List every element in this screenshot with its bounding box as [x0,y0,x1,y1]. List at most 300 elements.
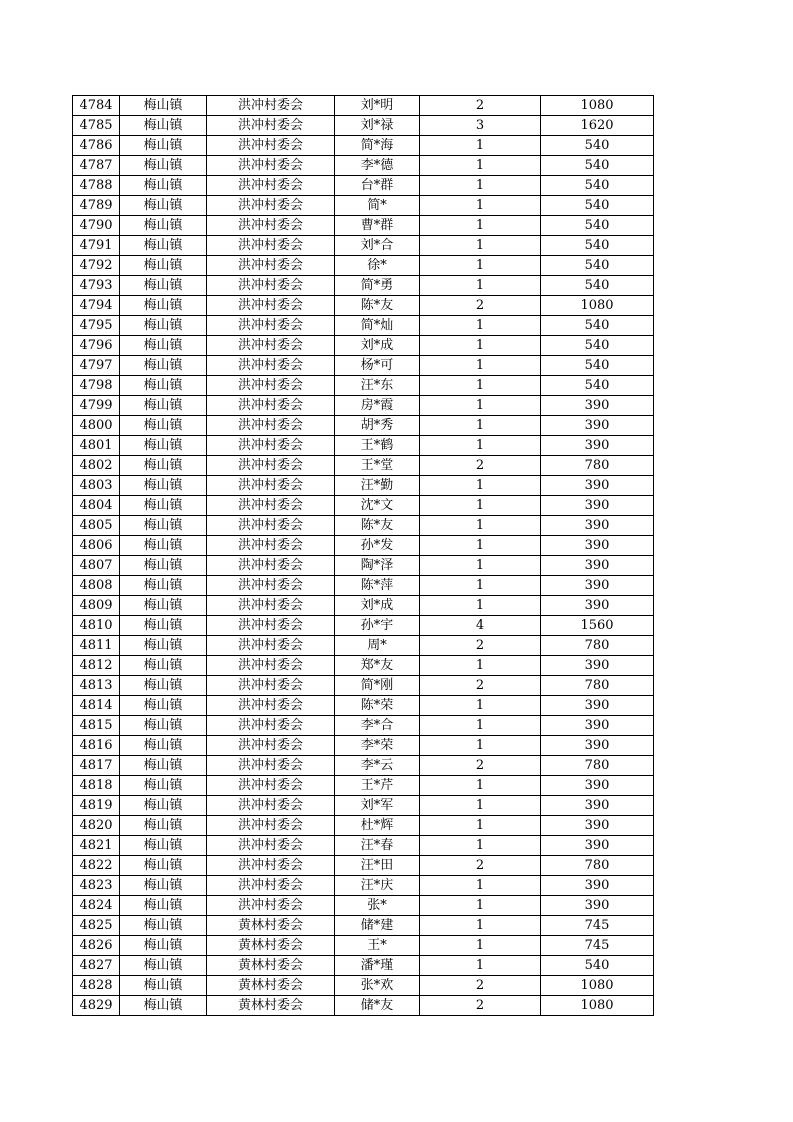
table-row [73,996,654,1016]
cell-town: 梅山镇 [120,536,207,556]
cell-person-name: 刘*军 [335,796,420,816]
cell-household-count: 1 [420,516,541,536]
cell-village-committee: 洪冲村委会 [207,616,335,636]
cell-amount: 745 [541,936,654,956]
cell-household-count: 2 [420,976,541,996]
cell-serial-number: 4787 [73,156,120,176]
cell-amount: 390 [541,656,654,676]
cell-town: 梅山镇 [120,676,207,696]
cell-town: 梅山镇 [120,396,207,416]
cell-village-committee: 洪冲村委会 [207,876,335,896]
cell-amount: 540 [541,216,654,236]
table-row [73,956,654,976]
cell-village-committee: 洪冲村委会 [207,796,335,816]
cell-household-count: 1 [420,396,541,416]
cell-person-name: 李*荣 [335,736,420,756]
cell-serial-number: 4805 [73,516,120,536]
cell-household-count: 1 [420,376,541,396]
cell-household-count: 1 [420,356,541,376]
cell-amount: 1080 [541,296,654,316]
cell-town: 梅山镇 [120,336,207,356]
cell-town: 梅山镇 [120,456,207,476]
cell-household-count: 1 [420,656,541,676]
cell-household-count: 2 [420,636,541,656]
cell-town: 梅山镇 [120,936,207,956]
cell-village-committee: 洪冲村委会 [207,496,335,516]
cell-amount: 390 [541,816,654,836]
cell-serial-number: 4791 [73,236,120,256]
table-row [73,536,654,556]
cell-village-committee: 洪冲村委会 [207,776,335,796]
cell-person-name: 刘*成 [335,596,420,616]
cell-village-committee: 洪冲村委会 [207,376,335,396]
cell-serial-number: 4812 [73,656,120,676]
table-row [73,916,654,936]
cell-household-count: 2 [420,756,541,776]
cell-serial-number: 4798 [73,376,120,396]
cell-village-committee: 洪冲村委会 [207,676,335,696]
cell-household-count: 1 [420,896,541,916]
cell-serial-number: 4809 [73,596,120,616]
cell-serial-number: 4803 [73,476,120,496]
table-row [73,116,654,136]
cell-person-name: 张*欢 [335,976,420,996]
cell-village-committee: 洪冲村委会 [207,476,335,496]
table-row [73,876,654,896]
cell-household-count: 1 [420,536,541,556]
cell-serial-number: 4810 [73,616,120,636]
cell-amount: 780 [541,756,654,776]
cell-amount: 390 [541,876,654,896]
cell-household-count: 3 [420,116,541,136]
cell-village-committee: 黄林村委会 [207,996,335,1016]
cell-household-count: 2 [420,296,541,316]
cell-person-name: 陈*萍 [335,576,420,596]
cell-village-committee: 洪冲村委会 [207,816,335,836]
cell-amount: 1560 [541,616,654,636]
cell-person-name: 张* [335,896,420,916]
cell-household-count: 2 [420,456,541,476]
cell-village-committee: 黄林村委会 [207,976,335,996]
cell-village-committee: 洪冲村委会 [207,556,335,576]
cell-town: 梅山镇 [120,276,207,296]
cell-town: 梅山镇 [120,96,207,116]
cell-person-name: 潘*瑾 [335,956,420,976]
cell-village-committee: 洪冲村委会 [207,96,335,116]
cell-village-committee: 洪冲村委会 [207,216,335,236]
cell-town: 梅山镇 [120,976,207,996]
table-row [73,976,654,996]
cell-amount: 540 [541,256,654,276]
cell-person-name: 杨*可 [335,356,420,376]
table-row [73,696,654,716]
table-row [73,236,654,256]
cell-household-count: 1 [420,476,541,496]
cell-person-name: 李*合 [335,716,420,736]
cell-amount: 390 [541,436,654,456]
cell-serial-number: 4808 [73,576,120,596]
cell-household-count: 1 [420,236,541,256]
cell-town: 梅山镇 [120,896,207,916]
cell-village-committee: 黄林村委会 [207,916,335,936]
cell-serial-number: 4822 [73,856,120,876]
cell-person-name: 汪*春 [335,836,420,856]
cell-person-name: 台*群 [335,176,420,196]
table-row [73,176,654,196]
cell-town: 梅山镇 [120,216,207,236]
table-row [73,256,654,276]
cell-village-committee: 洪冲村委会 [207,516,335,536]
table-row [73,936,654,956]
cell-household-count: 1 [420,136,541,156]
cell-serial-number: 4823 [73,876,120,896]
table-row [73,436,654,456]
cell-amount: 1080 [541,976,654,996]
cell-amount: 540 [541,196,654,216]
table-row [73,616,654,636]
cell-village-committee: 洪冲村委会 [207,276,335,296]
cell-person-name: 王* [335,936,420,956]
table-row [73,896,654,916]
cell-amount: 390 [541,776,654,796]
cell-amount: 540 [541,356,654,376]
cell-serial-number: 4789 [73,196,120,216]
cell-serial-number: 4819 [73,796,120,816]
cell-household-count: 1 [420,256,541,276]
cell-town: 梅山镇 [120,296,207,316]
cell-amount: 540 [541,956,654,976]
table-row [73,476,654,496]
cell-person-name: 汪*田 [335,856,420,876]
table-row [73,336,654,356]
cell-amount: 390 [541,536,654,556]
cell-town: 梅山镇 [120,616,207,636]
cell-household-count: 1 [420,876,541,896]
cell-person-name: 沈*文 [335,496,420,516]
cell-serial-number: 4807 [73,556,120,576]
cell-town: 梅山镇 [120,876,207,896]
cell-household-count: 4 [420,616,541,636]
cell-household-count: 2 [420,996,541,1016]
cell-amount: 540 [541,336,654,356]
cell-household-count: 1 [420,176,541,196]
cell-amount: 390 [541,556,654,576]
cell-household-count: 1 [420,736,541,756]
cell-household-count: 2 [420,856,541,876]
cell-household-count: 1 [420,696,541,716]
cell-amount: 390 [541,516,654,536]
data-table [72,95,654,1016]
cell-village-committee: 洪冲村委会 [207,576,335,596]
table-row [73,296,654,316]
cell-village-committee: 洪冲村委会 [207,696,335,716]
cell-amount: 540 [541,376,654,396]
table-row [73,196,654,216]
cell-village-committee: 洪冲村委会 [207,296,335,316]
cell-amount: 540 [541,156,654,176]
cell-person-name: 陈*友 [335,296,420,316]
cell-town: 梅山镇 [120,116,207,136]
cell-serial-number: 4795 [73,316,120,336]
cell-person-name: 简*灿 [335,316,420,336]
cell-person-name: 周* [335,636,420,656]
cell-household-count: 2 [420,676,541,696]
cell-town: 梅山镇 [120,796,207,816]
cell-person-name: 刘*成 [335,336,420,356]
cell-serial-number: 4825 [73,916,120,936]
cell-town: 梅山镇 [120,956,207,976]
cell-household-count: 1 [420,156,541,176]
cell-person-name: 刘*禄 [335,116,420,136]
cell-village-committee: 洪冲村委会 [207,156,335,176]
cell-village-committee: 洪冲村委会 [207,416,335,436]
table-row [73,816,654,836]
table-row [73,496,654,516]
cell-serial-number: 4815 [73,716,120,736]
cell-household-count: 1 [420,336,541,356]
cell-person-name: 曹*群 [335,216,420,236]
cell-person-name: 孙*宇 [335,616,420,636]
cell-person-name: 简*勇 [335,276,420,296]
cell-village-committee: 洪冲村委会 [207,596,335,616]
table-row [73,656,654,676]
cell-person-name: 郑*友 [335,656,420,676]
table-row [73,836,654,856]
cell-amount: 390 [541,836,654,856]
cell-household-count: 1 [420,956,541,976]
cell-household-count: 1 [420,936,541,956]
cell-village-committee: 洪冲村委会 [207,896,335,916]
table-row [73,456,654,476]
table-row [73,216,654,236]
cell-town: 梅山镇 [120,736,207,756]
cell-town: 梅山镇 [120,716,207,736]
cell-household-count: 1 [420,276,541,296]
cell-household-count: 1 [420,916,541,936]
cell-town: 梅山镇 [120,256,207,276]
cell-amount: 540 [541,176,654,196]
table-row [73,596,654,616]
cell-village-committee: 洪冲村委会 [207,396,335,416]
cell-serial-number: 4817 [73,756,120,776]
cell-person-name: 汪*庆 [335,876,420,896]
cell-serial-number: 4828 [73,976,120,996]
cell-serial-number: 4800 [73,416,120,436]
cell-person-name: 胡*秀 [335,416,420,436]
cell-person-name: 刘*明 [335,96,420,116]
cell-serial-number: 4785 [73,116,120,136]
cell-town: 梅山镇 [120,356,207,376]
cell-household-count: 1 [420,316,541,336]
cell-household-count: 2 [420,96,541,116]
cell-household-count: 1 [420,796,541,816]
cell-village-committee: 黄林村委会 [207,936,335,956]
cell-town: 梅山镇 [120,656,207,676]
cell-household-count: 1 [420,816,541,836]
cell-amount: 390 [541,696,654,716]
cell-amount: 540 [541,276,654,296]
cell-town: 梅山镇 [120,376,207,396]
table-body [73,96,654,1016]
table-row [73,736,654,756]
table-row [73,716,654,736]
cell-town: 梅山镇 [120,556,207,576]
cell-village-committee: 洪冲村委会 [207,736,335,756]
cell-serial-number: 4786 [73,136,120,156]
cell-serial-number: 4802 [73,456,120,476]
cell-town: 梅山镇 [120,196,207,216]
cell-town: 梅山镇 [120,596,207,616]
cell-person-name: 杜*辉 [335,816,420,836]
cell-village-committee: 黄林村委会 [207,956,335,976]
cell-town: 梅山镇 [120,316,207,336]
table-row [73,356,654,376]
cell-person-name: 徐* [335,256,420,276]
cell-serial-number: 4793 [73,276,120,296]
cell-household-count: 1 [420,416,541,436]
cell-village-committee: 洪冲村委会 [207,336,335,356]
cell-town: 梅山镇 [120,476,207,496]
cell-town: 梅山镇 [120,756,207,776]
cell-person-name: 刘*合 [335,236,420,256]
table-row [73,776,654,796]
cell-person-name: 王*鹤 [335,436,420,456]
cell-person-name: 陶*泽 [335,556,420,576]
cell-amount: 780 [541,456,654,476]
table-row [73,856,654,876]
cell-amount: 390 [541,496,654,516]
table-row [73,636,654,656]
cell-serial-number: 4806 [73,536,120,556]
cell-person-name: 简* [335,196,420,216]
table-row [73,516,654,536]
cell-person-name: 王*芹 [335,776,420,796]
cell-town: 梅山镇 [120,176,207,196]
cell-serial-number: 4816 [73,736,120,756]
cell-household-count: 1 [420,556,541,576]
cell-town: 梅山镇 [120,996,207,1016]
cell-household-count: 1 [420,216,541,236]
cell-serial-number: 4801 [73,436,120,456]
cell-town: 梅山镇 [120,816,207,836]
table-row [73,676,654,696]
cell-village-committee: 洪冲村委会 [207,116,335,136]
cell-amount: 390 [541,716,654,736]
cell-town: 梅山镇 [120,696,207,716]
table-row [73,96,654,116]
cell-serial-number: 4788 [73,176,120,196]
cell-person-name: 陈*荣 [335,696,420,716]
cell-person-name: 房*霞 [335,396,420,416]
cell-town: 梅山镇 [120,156,207,176]
cell-village-committee: 洪冲村委会 [207,316,335,336]
cell-village-committee: 洪冲村委会 [207,856,335,876]
cell-person-name: 李*德 [335,156,420,176]
cell-serial-number: 4826 [73,936,120,956]
table-row [73,416,654,436]
table-row [73,796,654,816]
cell-person-name: 简*海 [335,136,420,156]
cell-amount: 780 [541,856,654,876]
cell-serial-number: 4797 [73,356,120,376]
cell-serial-number: 4796 [73,336,120,356]
cell-amount: 540 [541,236,654,256]
cell-amount: 780 [541,676,654,696]
cell-town: 梅山镇 [120,416,207,436]
cell-town: 梅山镇 [120,436,207,456]
cell-amount: 1080 [541,996,654,1016]
cell-serial-number: 4794 [73,296,120,316]
cell-household-count: 1 [420,196,541,216]
cell-serial-number: 4827 [73,956,120,976]
cell-person-name: 储*友 [335,996,420,1016]
cell-town: 梅山镇 [120,516,207,536]
cell-person-name: 陈*友 [335,516,420,536]
table-row [73,156,654,176]
cell-serial-number: 4829 [73,996,120,1016]
cell-village-committee: 洪冲村委会 [207,136,335,156]
cell-serial-number: 4790 [73,216,120,236]
cell-serial-number: 4821 [73,836,120,856]
cell-village-committee: 洪冲村委会 [207,656,335,676]
cell-town: 梅山镇 [120,776,207,796]
cell-village-committee: 洪冲村委会 [207,456,335,476]
cell-amount: 780 [541,636,654,656]
cell-village-committee: 洪冲村委会 [207,176,335,196]
cell-village-committee: 洪冲村委会 [207,756,335,776]
cell-amount: 390 [541,416,654,436]
cell-village-committee: 洪冲村委会 [207,436,335,456]
cell-village-committee: 洪冲村委会 [207,716,335,736]
cell-serial-number: 4814 [73,696,120,716]
cell-town: 梅山镇 [120,236,207,256]
table-row [73,136,654,156]
cell-amount: 390 [541,796,654,816]
table-row [73,376,654,396]
cell-town: 梅山镇 [120,496,207,516]
cell-village-committee: 洪冲村委会 [207,636,335,656]
cell-town: 梅山镇 [120,916,207,936]
cell-serial-number: 4784 [73,96,120,116]
cell-village-committee: 洪冲村委会 [207,356,335,376]
cell-household-count: 1 [420,496,541,516]
cell-town: 梅山镇 [120,136,207,156]
cell-amount: 390 [541,396,654,416]
cell-amount: 540 [541,316,654,336]
cell-person-name: 李*云 [335,756,420,776]
cell-amount: 390 [541,596,654,616]
cell-person-name: 王*堂 [335,456,420,476]
table-row [73,316,654,336]
cell-amount: 1080 [541,96,654,116]
cell-person-name: 汪*东 [335,376,420,396]
cell-town: 梅山镇 [120,836,207,856]
cell-serial-number: 4820 [73,816,120,836]
cell-household-count: 1 [420,716,541,736]
cell-household-count: 1 [420,596,541,616]
cell-village-committee: 洪冲村委会 [207,196,335,216]
cell-town: 梅山镇 [120,856,207,876]
cell-town: 梅山镇 [120,576,207,596]
cell-household-count: 1 [420,836,541,856]
cell-household-count: 1 [420,436,541,456]
cell-person-name: 孙*发 [335,536,420,556]
cell-town: 梅山镇 [120,636,207,656]
cell-serial-number: 4804 [73,496,120,516]
cell-amount: 540 [541,136,654,156]
cell-amount: 745 [541,916,654,936]
cell-serial-number: 4792 [73,256,120,276]
